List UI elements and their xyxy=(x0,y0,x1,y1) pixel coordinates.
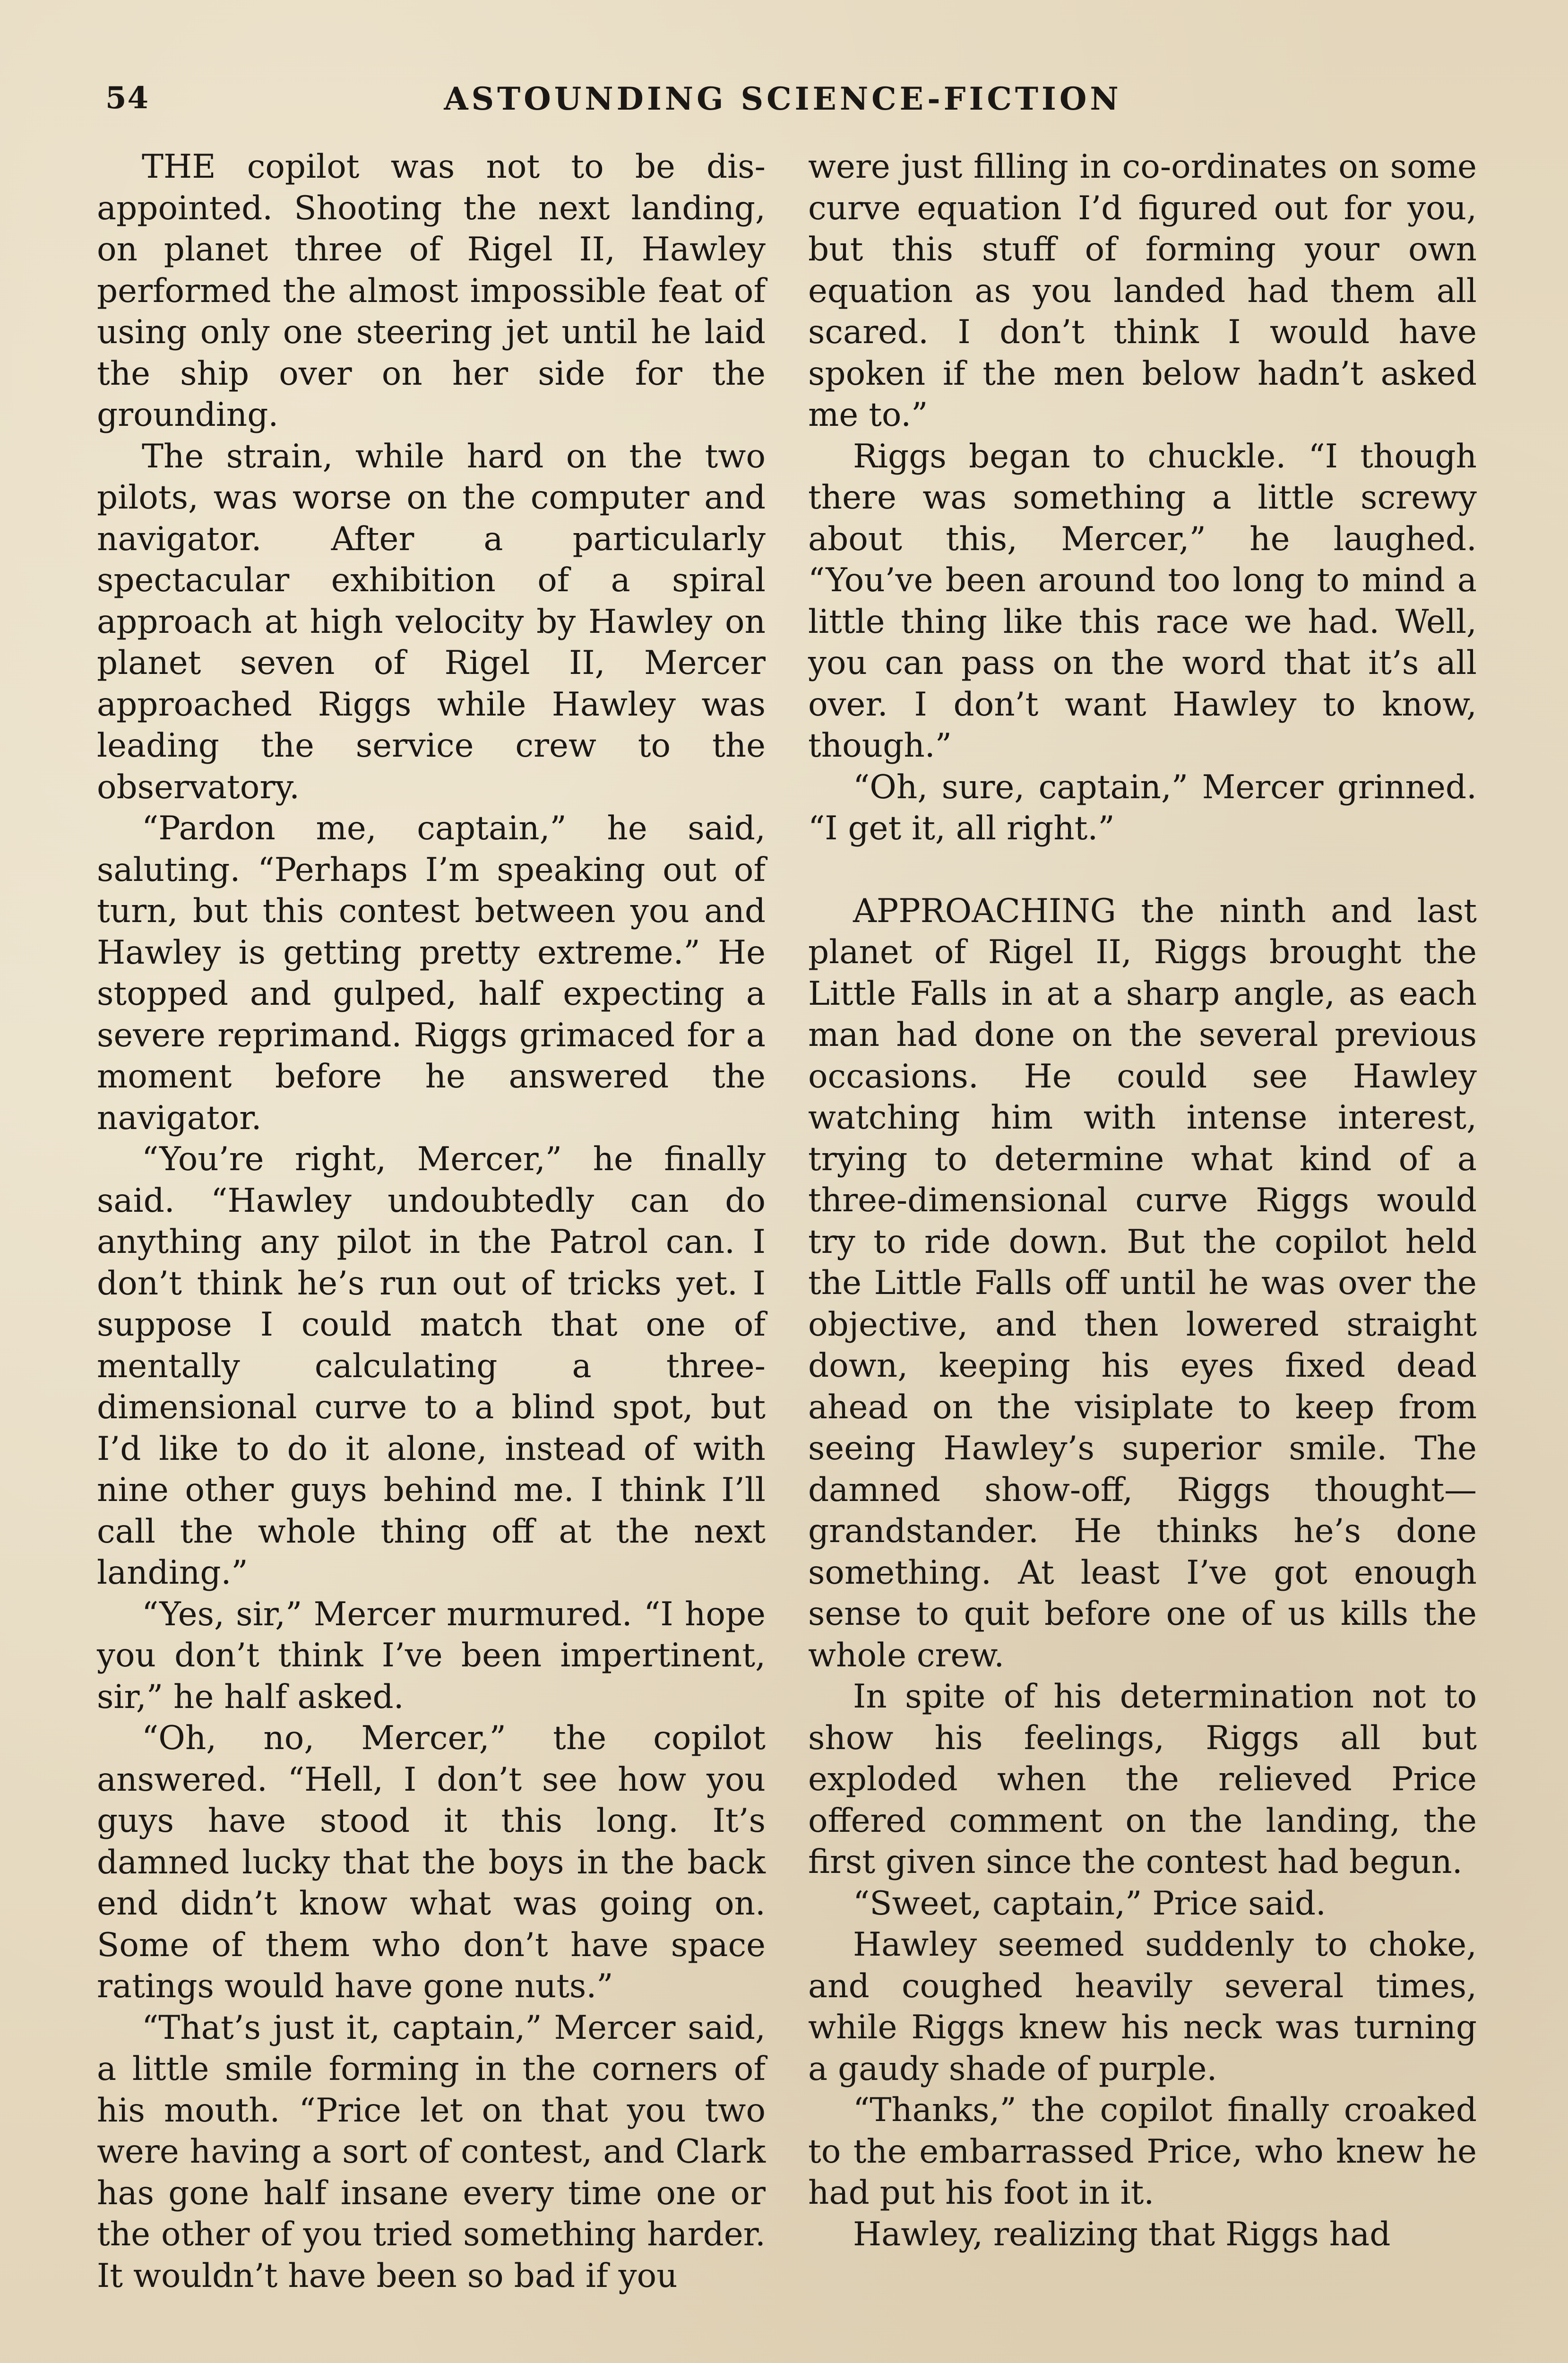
paragraph: The strain, while hard on the two pilots, was worse on the computer and navigator. After a particularly spectacular exhibition of a spiral approach at high velocity by Hawley on planet seven of Rigel II, Mercer approached Riggs while Hawley was leading the service crew to the observatory. xyxy=(97,437,766,806)
page-header xyxy=(97,76,1469,132)
paragraph: were just filling in co-ordinates on some curve equation I’d figured out for you, but this stuff of forming your own equation as you landed had them all scared. I don’t think I would have spoken if the men below hadn’t asked me to.” xyxy=(808,148,1477,434)
paragraph: “Sweet, captain,” Price said. xyxy=(853,1884,1326,1923)
running-title: ASTOUNDING SCIENCE-FICTION xyxy=(444,80,1122,117)
paragraph: Hawley, realizing that Riggs had xyxy=(853,2215,1391,2253)
paragraph: THE copilot was not to be disappointed. Shooting the next landing, on planet three of Rigel II, Hawley performed the almost impossible feat of using only one steering jet until he laid the ship over on her side for the grounding. xyxy=(97,148,766,434)
paragraph: Hawley seemed suddenly to choke, and coughed heavily several times, while Riggs knew his neck was turning a gaudy shade of purple. xyxy=(808,1926,1477,2088)
paragraph: “You’re right, Mercer,” he finally said. “Hawley undoubtedly can do anything any pilot in the Patrol can. I don’t think he’s run out of tricks yet. I suppose I could match that one of mentally calculating a three-dimensional curve to a blind spot, but I’d like to do it alone, instead of with nine other guys behind me. I think I’ll call the whole thing off at the next landing.” xyxy=(97,1140,766,1592)
paragraph: “That’s just it, captain,” Mercer said, a little smile forming in the corners of his mouth. “Price let on that you two were having a sort of contest, and Clark has gone half insane every time one or the other of you tried something harder. It wouldn’t have been so bad if you xyxy=(97,2009,766,2295)
paragraph: “Oh, sure, captain,” Mercer grinned. “I get it, all right.” xyxy=(808,768,1477,847)
paragraph: “Yes, sir,” Mercer murmured. “I hope you don’t think I’ve been impertinent, sir,” he half asked. xyxy=(97,1595,766,1716)
paragraph: In spite of his determination not to show his feelings, Riggs all but exploded when the relieved Price offered comment on the landing, the first given since the contest had begun. xyxy=(808,1678,1477,1881)
paragraph: “Thanks,” the copilot finally croaked to the embarrassed Price, who knew he had put his foot in it. xyxy=(808,2091,1477,2212)
left-column xyxy=(97,147,766,2297)
paragraph: “Pardon me, captain,” he said, saluting. “Perhaps I’m speaking out of turn, but this contest between you and Hawley is getting pretty extreme.” He stopped and gulped, half expecting a severe reprimand. Riggs grimaced for a moment before he answered the navigator. xyxy=(97,810,766,1137)
paragraph: Riggs began to chuckle. “I though there was something a little screwy about this, Mercer,” he laughed. “You’ve been around too long to mind a little thing like this race we had. Well, you can pass on the word that it’s all over. I don’t want Hawley to know, though.” xyxy=(808,437,1477,765)
right-column xyxy=(808,147,1477,2255)
paragraph: “Oh, no, Mercer,” the copilot answered. “Hell, I don’t see how you guys have stood it this long. It’s damned lucky that the boys in the back end didn’t know what was going on. Some of them who don’t have space ratings would have gone nuts.” xyxy=(97,1719,766,2005)
page-number: 54 xyxy=(105,80,150,116)
section-start-paragraph: APPROACHING the ninth and last planet of Rigel II, Riggs brought the Little Falls in at a sharp angle, as each man had done on the several previous occasions. He could see Hawley watching him with intense interest, trying to determine what kind of a three-dimensional curve Riggs would try to ride down. But the copilot held the Little Falls off until he was over the objective, and then lowered straight down, keeping his eyes fixed dead ahead on the visiplate to keep from seeing Hawley’s superior smile. The damned show-off, Riggs thought—grandstander. He thinks he’s done something. At least I’ve got enough sense to quit before one of us kills the whole crew. xyxy=(808,892,1477,1674)
